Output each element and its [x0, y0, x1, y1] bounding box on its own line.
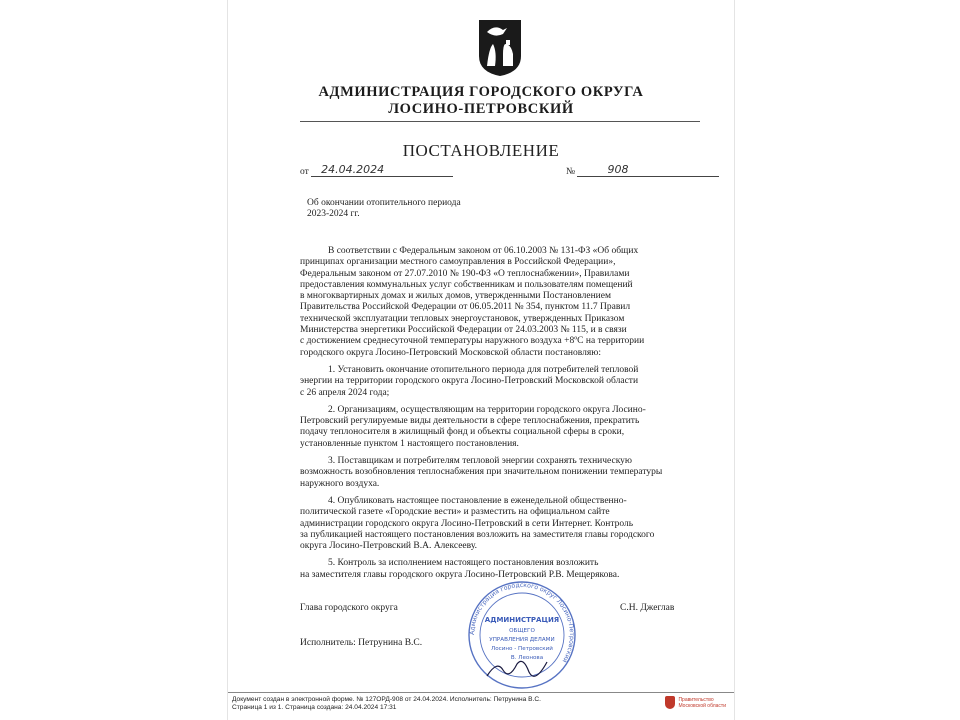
subject-line: 2023-2024 гг.: [307, 209, 360, 219]
text-line: 3. Поставщикам и потребителям тепловой энергии сохранять техническую: [328, 456, 633, 467]
paragraph-item-3: [300, 456, 698, 490]
document-page: [228, 0, 734, 720]
date-prefix: от: [300, 167, 309, 177]
text-line: 5. Контроль за исполнением настоящего постановления возложить: [328, 558, 599, 569]
stamp-text: УПРАВЛЕНИЯ ДЕЛАМИ: [489, 637, 555, 643]
signer-title: Глава городского округа: [300, 603, 398, 613]
header-divider: [300, 121, 700, 122]
text-line: 1. Установить окончание отопительного периода для потребителей тепловой: [328, 364, 639, 375]
text-line: городского округа Лосино-Петровский Московской области постановляю:: [300, 347, 601, 358]
signer-name: С.Н. Джеглав: [620, 603, 675, 613]
text-line: Федеральным законом от 27.07.2010 № 190-ФЗ «О теплоснабжении», Правилами: [300, 268, 630, 279]
government-logo: [665, 696, 726, 709]
text-line: округа Лосино-Петровский В.А. Алексееву.: [300, 541, 477, 552]
number-value: 908: [577, 163, 719, 177]
text-line: возможность возобновления теплоснабжения при значительном понижении температуры: [300, 467, 663, 478]
electronic-document-footer: [228, 692, 734, 719]
text-line: энергии на территории городского округа Лосино-Петровский Московской области: [300, 376, 639, 387]
text-line: наружного воздуха.: [300, 478, 380, 489]
stamp-text: Лосино - Петровский: [491, 646, 553, 652]
coat-of-arms-icon: [477, 18, 523, 78]
paragraph-item-5: [300, 558, 698, 581]
document-date: [300, 163, 453, 177]
text-line: Министерства энергетики Российской Федерации от 24.03.2003 № 115, и в связи: [300, 325, 627, 336]
text-line: с достижением среднесуточной температуры наружного воздуха +8ºС на территории: [300, 336, 645, 347]
paragraph-item-1: [300, 365, 698, 399]
document-subject: [307, 198, 461, 220]
text-line: в многоквартирных домах и жилых домов, утвержденными Постановлением: [300, 291, 611, 302]
organization-name: АДМИНИСТРАЦИЯ ГОРОДСКОГО ОКРУГА: [318, 84, 644, 100]
stamp-text: ОБЩЕГО: [509, 628, 535, 634]
subject-line: Об окончании отопительного периода: [307, 198, 461, 208]
text-line: предоставления коммунальных услуг собственникам и пользователям помещений: [300, 279, 633, 290]
paragraph-preamble: [300, 246, 698, 359]
official-stamp: [463, 580, 581, 690]
text-line: установленные пунктом 1 настоящего постановления.: [300, 438, 519, 449]
number-prefix: №: [566, 167, 576, 177]
stamp-text: АДМИНИСТРАЦИЯ: [484, 616, 560, 624]
gov-label: Московской области: [678, 702, 726, 709]
text-line: администрации городского округа Лосино-Петровский в сети Интернет. Контроль: [300, 518, 634, 529]
text-line: на заместителя главы городского округа Лосино-Петровский Р.В. Мещерякова.: [300, 569, 620, 580]
text-line: В соответствии с Федеральным законом от 06.10.2003 № 131-ФЗ «Об общих: [328, 246, 639, 256]
date-value: 24.04.2024: [311, 163, 453, 177]
paragraph-item-2: [300, 405, 698, 450]
document-title: ПОСТАНОВЛЕНИЕ: [402, 141, 560, 160]
executor-line: Исполнитель: Петрунина В.С.: [300, 638, 423, 648]
stamp-ring-text: Администрация городского округ Лосино-Петровский: [468, 581, 576, 664]
stamp-text: В. Леонова: [510, 655, 544, 661]
footer-line: Страница 1 из 1. Страница создана: 24.04.2024 17:31: [232, 704, 397, 711]
document-number: [566, 163, 719, 177]
text-line: 4. Опубликовать настоящее постановление в еженедельной общественно-: [328, 495, 627, 506]
text-line: технической эксплуатации тепловых энергоустановок, утвержденных Приказом: [300, 313, 625, 324]
document-body: [300, 246, 698, 587]
text-line: Петровский регулируемые виды деятельности в сфере теплоснабжения, прекратить: [300, 416, 640, 427]
text-line: с 26 апреля 2024 года;: [300, 387, 390, 398]
text-line: 2. Организациям, осуществляющим на территории городского округа Лосино-: [328, 404, 646, 415]
footer-line: Документ создан в электронной форме. № 127ОРД-908 от 24.04.2024. Исполнитель: Петрунина В.С.: [232, 696, 541, 703]
gov-label: Правительство: [678, 696, 714, 703]
crest-icon: [665, 696, 675, 709]
organization-city: ЛОСИНО-ПЕТРОВСКИЙ: [388, 101, 574, 117]
text-line: принципах организации местного самоуправления в Российской Федерации»,: [300, 257, 616, 268]
text-line: за публикацией настоящего постановления возложить на заместителя главы городского: [300, 529, 655, 540]
handwritten-signature: [487, 661, 547, 676]
text-line: подачу теплоносителя в жилищный фонд и объекты социальной сферы в сроки,: [300, 427, 625, 438]
text-line: Правительства Российской Федерации от 06.05.2011 № 354, пунктом 11.7 Правил: [300, 302, 631, 313]
text-line: политической газете «Городские вести» и разместить на официальном сайте: [300, 507, 610, 518]
paragraph-item-4: [300, 496, 698, 552]
